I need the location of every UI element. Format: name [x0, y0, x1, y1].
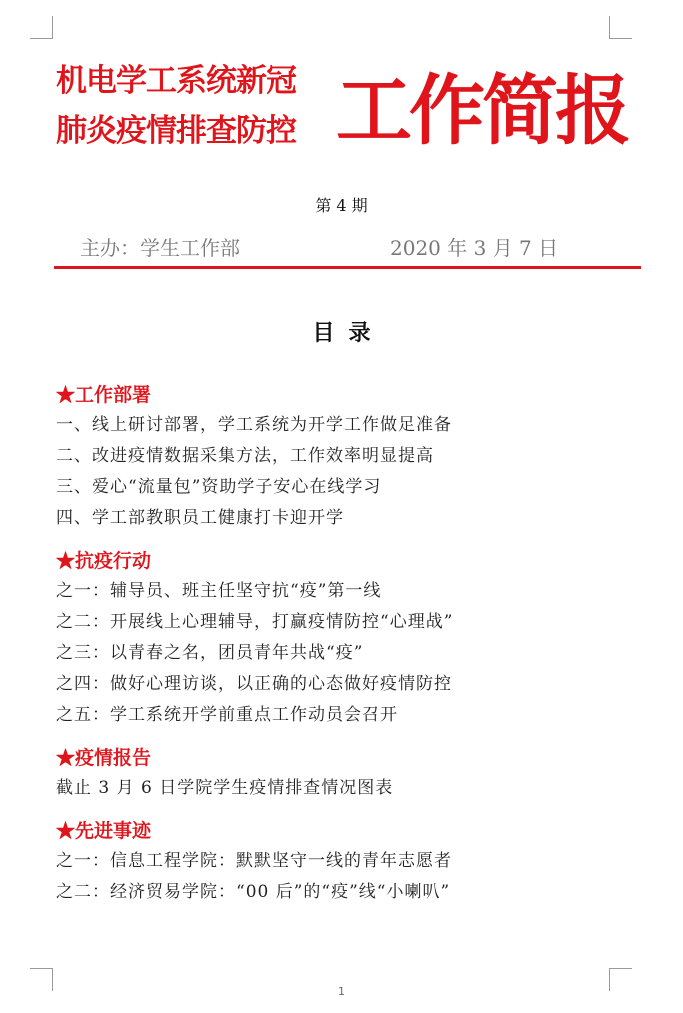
- toc-item: 一、线上研讨部署，学工系统为开学工作做足准备: [56, 415, 452, 435]
- toc-item: 之二：经济贸易学院：“00 后”的“疫”线“小喇叭”: [56, 882, 451, 902]
- toc-item: 三、爱心“流量包”资助学子安心在线学习: [56, 477, 382, 497]
- toc-item: 之一：辅导员、班主任坚守抗“疫”第一线: [56, 581, 382, 601]
- toc-item: 之五：学工系统开学前重点工作动员会召开: [56, 705, 398, 725]
- page-number: 1: [338, 985, 345, 998]
- masthead-line-2: 肺炎疫情排查防控: [56, 113, 296, 149]
- issue-date: 2020 年 3 月 7 日: [390, 236, 559, 260]
- section-heading: ★疫情报告: [56, 747, 152, 769]
- masthead-subtitle: [56, 56, 296, 156]
- section-heading: ★工作部署: [56, 384, 152, 406]
- crop-mark-top-right: [609, 16, 632, 39]
- toc-section: [56, 816, 636, 908]
- toc-item: 之三：以青春之名，团员青年共战“疫”: [56, 643, 364, 663]
- masthead: [56, 56, 646, 176]
- toc-sections: [56, 380, 636, 920]
- masthead-title: 工作简报: [336, 66, 628, 155]
- toc-section: [56, 380, 636, 534]
- toc-item: 四、学工部教职员工健康打卡迎开学: [56, 508, 344, 528]
- toc-section: [56, 546, 636, 731]
- section-heading: ★抗疫行动: [56, 550, 152, 572]
- toc-item: 二、改进疫情数据采集方法，工作效率明显提高: [56, 446, 434, 466]
- section-heading: ★先进事迹: [56, 820, 152, 842]
- toc-title: 目录: [312, 320, 385, 346]
- crop-mark-top-left: [30, 16, 53, 39]
- toc-item: 截止 3 月 6 日学院学生疫情排查情况图表: [56, 778, 394, 798]
- masthead-line-1: 机电学工系统新冠: [56, 63, 296, 99]
- issue-number: 第 4 期: [315, 196, 368, 215]
- header-rule: [54, 266, 641, 269]
- toc-item: 之一：信息工程学院：默默坚守一线的青年志愿者: [56, 851, 452, 871]
- toc-item: 之二：开展线上心理辅导，打赢疫情防控“心理战”: [56, 612, 454, 632]
- sponsor: 主办：学生工作部: [80, 236, 240, 260]
- toc-section: [56, 743, 636, 804]
- toc-item: 之四：做好心理访谈，以正确的心态做好疫情防控: [56, 674, 452, 694]
